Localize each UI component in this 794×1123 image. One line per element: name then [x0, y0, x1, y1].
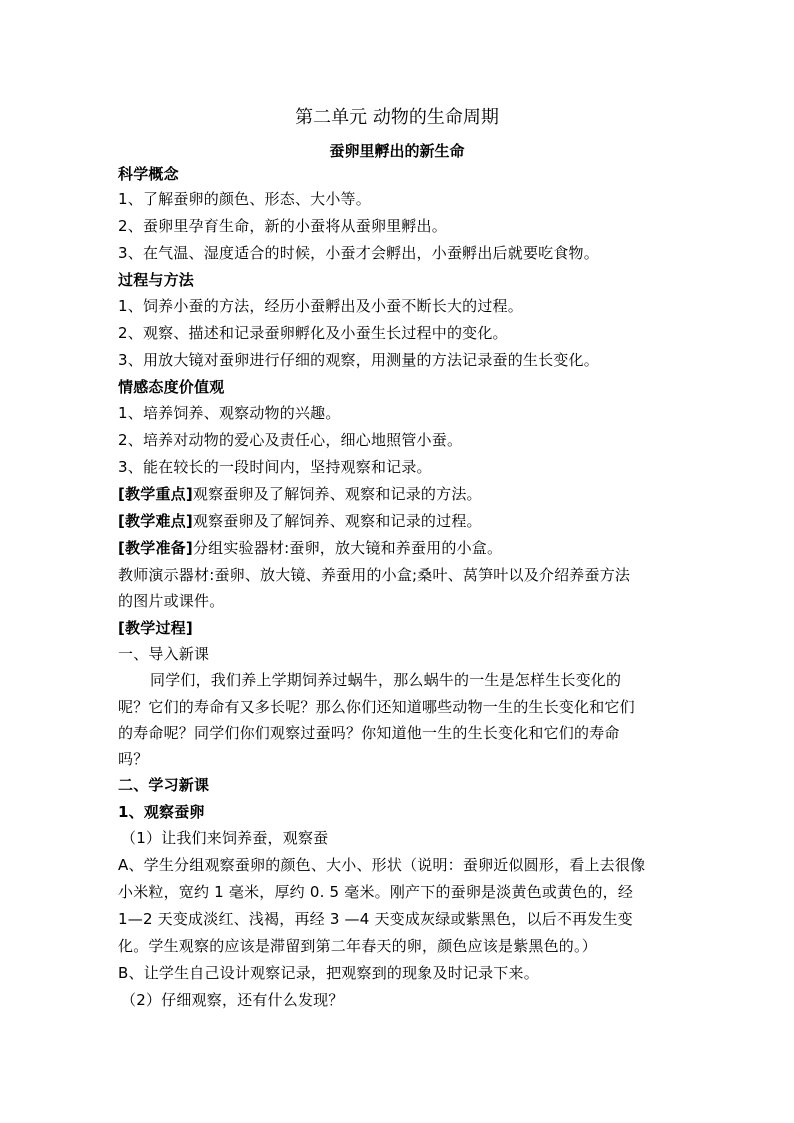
difficulty	[118, 511, 482, 531]
process-heading: 过程与方法	[118, 271, 195, 289]
concept-item: 1、了解蚕卵的颜色、形态、大小等。	[118, 190, 371, 208]
teacher-materials-line: 教师演示器材:蚕卵、放大镜、养蚕用的小盒;桑叶、莴笋叶以及介绍养蚕方法	[118, 566, 631, 584]
prep-label: [教学准备]	[118, 539, 193, 557]
difficulty-text: 观察蚕卵及了解饲养、观察和记录的过程。	[192, 512, 482, 530]
difficulty-label: [教学难点]	[118, 512, 193, 530]
prep-text: 分组实验器材:蚕卵，放大镜和养蚕用的小盒。	[192, 539, 503, 557]
lesson-title: 蚕卵里孵出的新生命	[329, 142, 465, 160]
step-b: B、让学生自己设计观察记录，把观察到的现象及时记录下来。	[118, 964, 539, 982]
concepts-heading: 科学概念	[118, 165, 179, 183]
intro-heading: 一、导入新课	[118, 645, 210, 663]
step-1: （1）让我们来饲养蚕，观察蚕	[121, 829, 329, 847]
intro-text-line: 呢？它们的寿命有又多长呢？那么你们还知道哪些动物一生的生长变化和它们	[118, 698, 635, 716]
process-item: 3、用放大镜对蚕卵进行仔细的观察，用测量的方法记录蚕的生长变化。	[118, 351, 599, 369]
emotion-item: 3、能在较长的一段时间内，坚持观察和记录。	[118, 458, 432, 476]
concept-item: 3、在气温、湿度适合的时候，小蚕才会孵出，小蚕孵出后就要吃食物。	[118, 244, 599, 262]
step-a-line: 小米粒，宽约 1 毫米，厚约 0. 5 毫米。刚产下的蚕卵是淡黄色或黄色的，经	[118, 883, 634, 901]
observe-heading: 1、观察蚕卵	[118, 803, 205, 821]
new-lesson-heading: 二、学习新课	[118, 776, 210, 794]
step-2: （2）仔细观察，还有什么发现？	[121, 991, 344, 1009]
concept-item: 2、蚕卵里孕育生命，新的小蚕将从蚕卵里孵出。	[118, 217, 447, 235]
intro-text-line: 的寿命呢？同学们你们观察过蚕吗？你知道他一生的生长变化和它们的寿命	[118, 724, 620, 742]
key-point	[118, 484, 482, 504]
process-item: 1、饲养小蚕的方法，经历小蚕孵出及小蚕不断长大的过程。	[118, 297, 523, 315]
key-point-text: 观察蚕卵及了解饲养、观察和记录的方法。	[192, 485, 482, 503]
intro-text-line: 同学们，我们养上学期饲养过蜗牛，那么蜗牛的一生是怎样生长变化的	[150, 671, 622, 689]
teacher-materials-line: 的图片或课件。	[118, 592, 225, 610]
emotion-item: 2、培养对动物的爱心及责任心，细心地照管小蚕。	[118, 431, 463, 449]
step-a-line: 1—2 天变成淡红、浅褐，再经 3 —4 天变成灰绿或紫黑色，以后不再发生变	[118, 910, 633, 928]
unit-title: 第二单元 动物的生命周期	[295, 107, 499, 128]
process-item: 2、观察、描述和记录蚕卵孵化及小蚕生长过程中的变化。	[118, 324, 508, 342]
teaching-process-heading: [教学过程]	[118, 619, 193, 637]
emotion-item: 1、培养饲养、观察动物的兴趣。	[118, 404, 341, 422]
key-point-label: [教学重点]	[118, 485, 193, 503]
intro-text-line: 吗？	[118, 750, 149, 768]
step-a-line: 化。学生观察的应该是滞留到第二年春天的卵，颜色应该是紫黑色的。）	[118, 937, 597, 955]
prep	[118, 538, 502, 558]
emotion-heading: 情感态度价值观	[118, 378, 225, 396]
step-a-line: A、学生分组观察蚕卵的颜色、大小、形状（说明：蚕卵近似圆形，看上去很像	[118, 856, 646, 874]
